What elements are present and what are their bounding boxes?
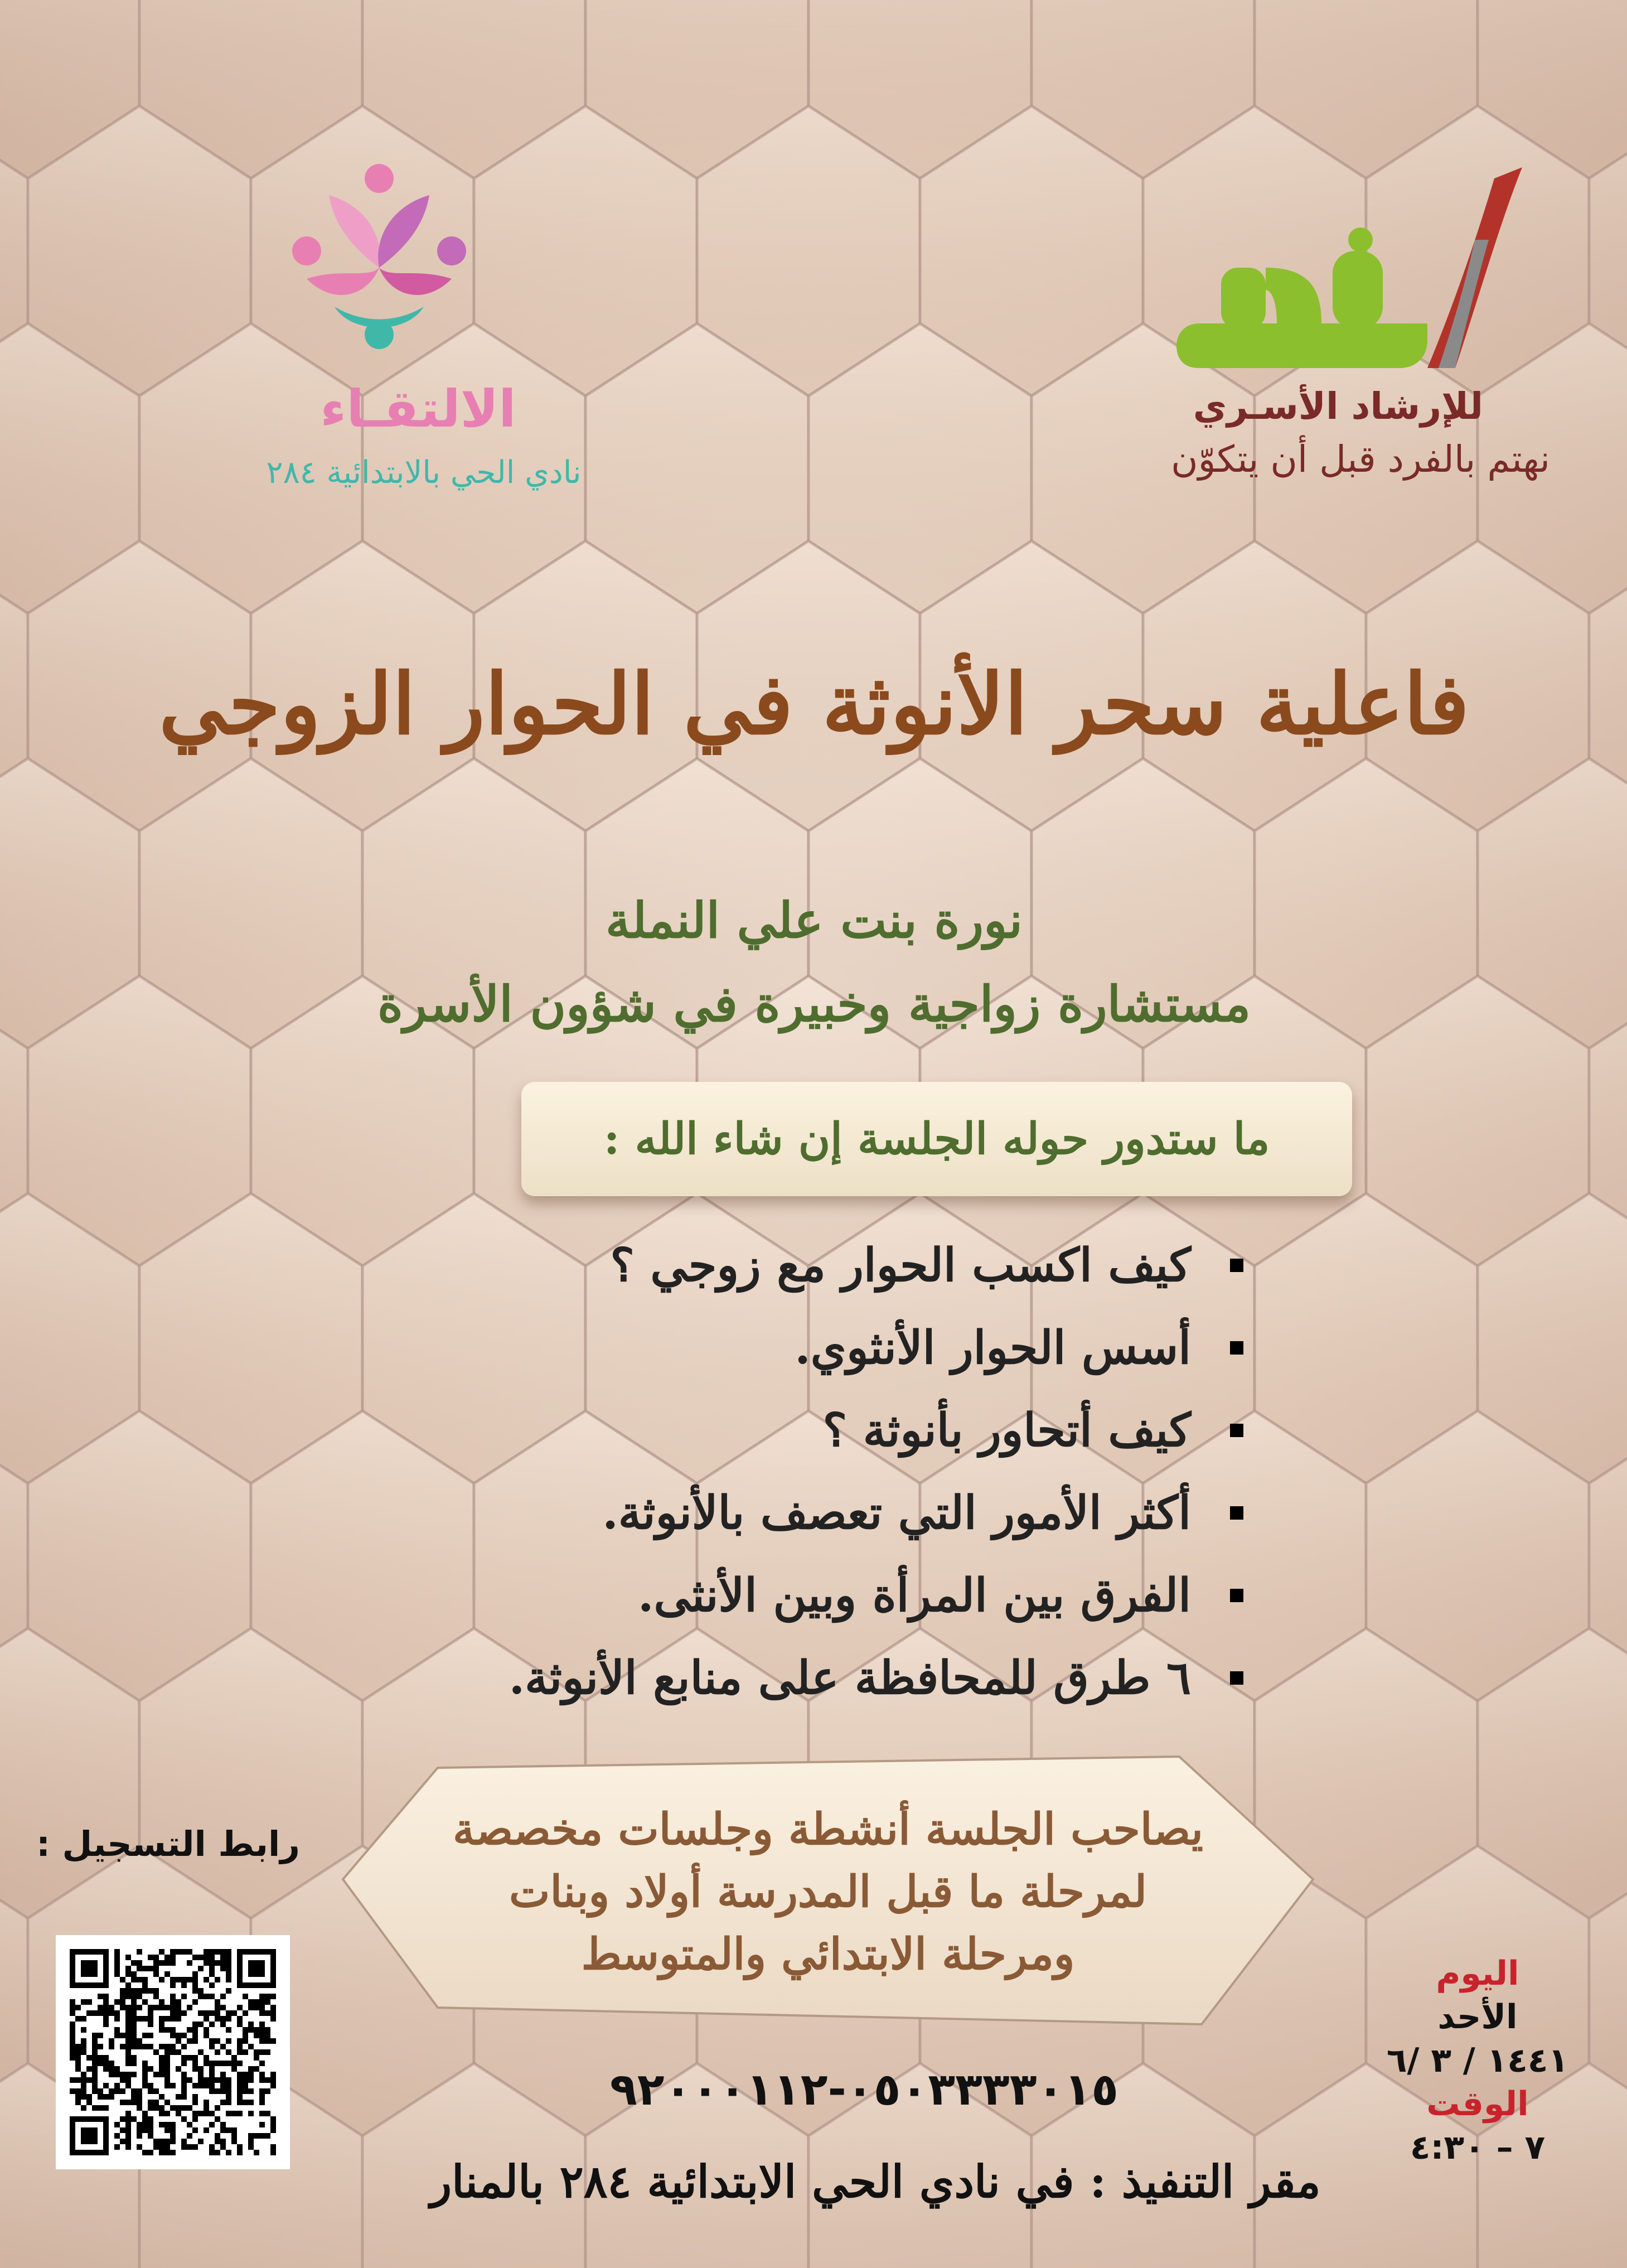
bullet-square-icon	[1230, 1671, 1243, 1685]
svg-text:رفد: رفد	[1176, 148, 1190, 158]
list-item: أسس الحوار الأنثوي.	[502, 1307, 1243, 1389]
date-value: ١٤٤١ / ٣ /٦	[1386, 2041, 1569, 2080]
iltiqa-subtitle: نادي الحي بالابتدائية ٢٨٤	[266, 454, 582, 491]
list-item: كيف أتحاور بأنوثة ؟	[502, 1389, 1243, 1472]
topics-heading: ما ستدور حوله الجلسة إن شاء الله :	[603, 1114, 1270, 1164]
registration-label: رابط التسجيل :	[36, 1824, 300, 1864]
banner-text: يصاحب الجلسة أنشطة وجلسات مخصصة لمرحلة ما قبل المدرسة أولاد وبنات ومرحلة الابتدائي والمتوسط	[452, 1804, 1204, 1980]
event-title: فاعلية سحر الأنوثة في الحوار الزوجي	[158, 655, 1470, 753]
topics-heading-box	[521, 1082, 1352, 1196]
bullet-square-icon	[1230, 1506, 1243, 1520]
contact-phone: ٠٥٠٣٣٣٣٠١٥-٩٢٠٠٠١١٢	[609, 2063, 1119, 2115]
list-item: أكثر الأمور التي تعصف بالأنوثة.	[502, 1472, 1243, 1554]
bullet-square-icon	[1230, 1424, 1243, 1437]
bullet-square-icon	[1230, 1589, 1243, 1602]
topics-list	[502, 1224, 1243, 1719]
day-label: اليوم	[1436, 1954, 1519, 1993]
rafd-tagline-2: نهتم بالفرد قبل أن يتكوّن	[1171, 438, 1550, 481]
iltiqa-logo-mark	[273, 156, 485, 368]
rafd-tagline-1: للإرشاد الأسـري	[1193, 385, 1483, 428]
bullet-square-icon	[1230, 1259, 1243, 1272]
presenter-name: نورة بنت علي النملة	[606, 891, 1023, 949]
list-item: الفرق بين المرأة وبين الأنثى.	[502, 1554, 1243, 1637]
venue-text: مقر التنفيذ : في نادي الحي الابتدائية ٢٨٤ بالمنار	[430, 2155, 1321, 2208]
iltiqa-logo	[262, 156, 585, 491]
day-value: الأحد	[1437, 1998, 1518, 2037]
registration-qr-code-icon[interactable]	[56, 1935, 290, 2169]
list-item: ٦ طرق للمحافظة على منابع الأنوثة.	[502, 1637, 1243, 1719]
rafd-logo	[1160, 139, 1572, 496]
presenter-role: مستشارة زواجية وخبيرة في شؤون الأسرة	[377, 975, 1251, 1033]
bullet-square-icon	[1230, 1341, 1243, 1355]
presenter-block	[167, 878, 1461, 1046]
event-schedule	[1355, 1952, 1600, 2169]
activities-banner	[332, 1745, 1324, 2035]
list-item: كيف اكسب الحوار مع زوجي ؟	[502, 1224, 1243, 1307]
time-label: الوقت	[1426, 2085, 1529, 2124]
rafd-logo-mark	[1165, 148, 1556, 379]
time-value: ٧ – ٤:٣٠	[1410, 2128, 1546, 2167]
iltiqa-name: الالتقـاء	[320, 379, 516, 439]
